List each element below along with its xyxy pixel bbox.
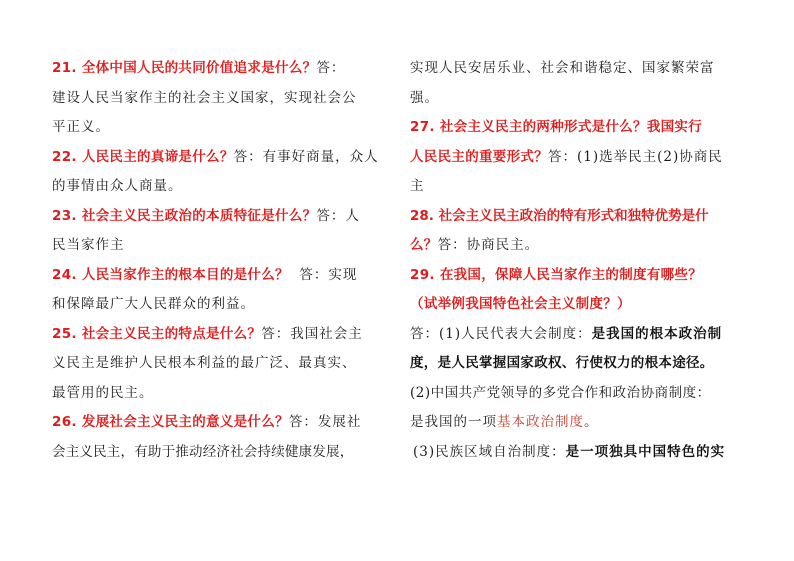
- answer-29-line: [410, 438, 744, 468]
- answer-24-line: 和保障最广大人民群众的利益。: [52, 296, 255, 312]
- answer-29-text: (3)民族区域自治制度：: [413, 443, 566, 460]
- answer-29-text: 是我国的一项: [410, 414, 497, 430]
- answer-27-start: 答：(1)选举民主(2)协商民: [548, 148, 723, 165]
- answer-26-start: 答：发展社: [288, 414, 362, 430]
- answer-23-start: 答：人: [316, 207, 360, 224]
- answer-29-line: (2)中国共产党领导的多党合作和政治协商制度：: [410, 384, 711, 401]
- answer-26-line: 会主义民主，有助于推动经济社会持续健康发展，: [52, 443, 354, 460]
- right-column: [410, 54, 744, 467]
- question-29: 29. 在我国，保障人民当家作主的制度有哪些？: [410, 266, 703, 283]
- answer-29-line: 度，是人民掌握国家政权、行使权力的根本途径。: [410, 355, 714, 371]
- answer-26-continued: 实现人民安居乐业、社会和谐稳定、国家繁荣富: [410, 60, 715, 76]
- question-24: 24. 人民当家作主的根本目的是什么？: [52, 266, 289, 283]
- answer-24-start: 答：实现: [288, 266, 358, 283]
- answer-27-line: 主: [410, 178, 425, 194]
- question-28-line: [410, 231, 744, 261]
- question-27: 27. 社会主义民主的两种形式是什么？我国实行: [410, 119, 703, 135]
- question-28-cont: 么？: [410, 237, 438, 253]
- question-22-line: [52, 143, 380, 173]
- question-26: 26. 发展社会主义民主的意义是什么？: [52, 414, 289, 430]
- answer-21-line: 平正义。: [52, 119, 110, 135]
- question-24-line: [52, 261, 380, 291]
- left-column: [52, 54, 380, 467]
- answer-22-start: 答：有事好商量，众人: [233, 148, 379, 165]
- answer-22-line: 的事情由众人商量。: [52, 178, 183, 194]
- answer-29-bold: 是一项独具中国特色的实: [565, 443, 726, 460]
- question-27-cont: 人民民主的重要形式？: [410, 148, 548, 165]
- answer-29-bold: 是我国的根本政治制: [591, 325, 723, 342]
- answer-25-line: 最管用的民主。: [52, 384, 154, 401]
- answer-26-continued: 强。: [410, 89, 439, 106]
- answer-29-line: [410, 320, 744, 350]
- question-23: 23. 社会主义民主政治的本质特征是什么？: [52, 207, 317, 224]
- answer-21-start: 答：: [316, 60, 346, 76]
- answer-23-line: 民当家作主: [52, 237, 125, 253]
- question-21: 21. 全体中国人民的共同价值追求是什么？: [52, 60, 317, 76]
- answer-25-line: 义民主是维护人民根本利益的最广泛、最真实、: [52, 355, 357, 371]
- question-29-sub: （试举例我国特色社会主义制度？）: [410, 296, 631, 312]
- answer-29-text: 答：(1)人民代表大会制度：: [410, 325, 592, 342]
- answer-29-text: 。: [584, 414, 599, 430]
- answer-21-line: 建设人民当家作主的社会主义国家，实现社会公: [52, 89, 357, 106]
- answer-25-start: 答：我国社会主: [261, 325, 363, 342]
- question-25: 25. 社会主义民主的特点是什么？: [52, 325, 262, 342]
- question-22: 22. 人民民主的真谛是什么？: [52, 148, 234, 165]
- question-21-line: [52, 54, 380, 84]
- question-25-line: [52, 320, 380, 350]
- answer-29-highlight: 基本政治制度: [497, 414, 584, 430]
- question-23-line: [52, 202, 380, 232]
- question-27-line: [410, 143, 744, 173]
- question-28: 28. 社会主义民主政治的特有形式和独特优势是什: [410, 207, 709, 224]
- answer-29-line: [410, 408, 744, 438]
- question-26-line: [52, 408, 380, 438]
- answer-28: 答：协商民主。: [437, 237, 540, 253]
